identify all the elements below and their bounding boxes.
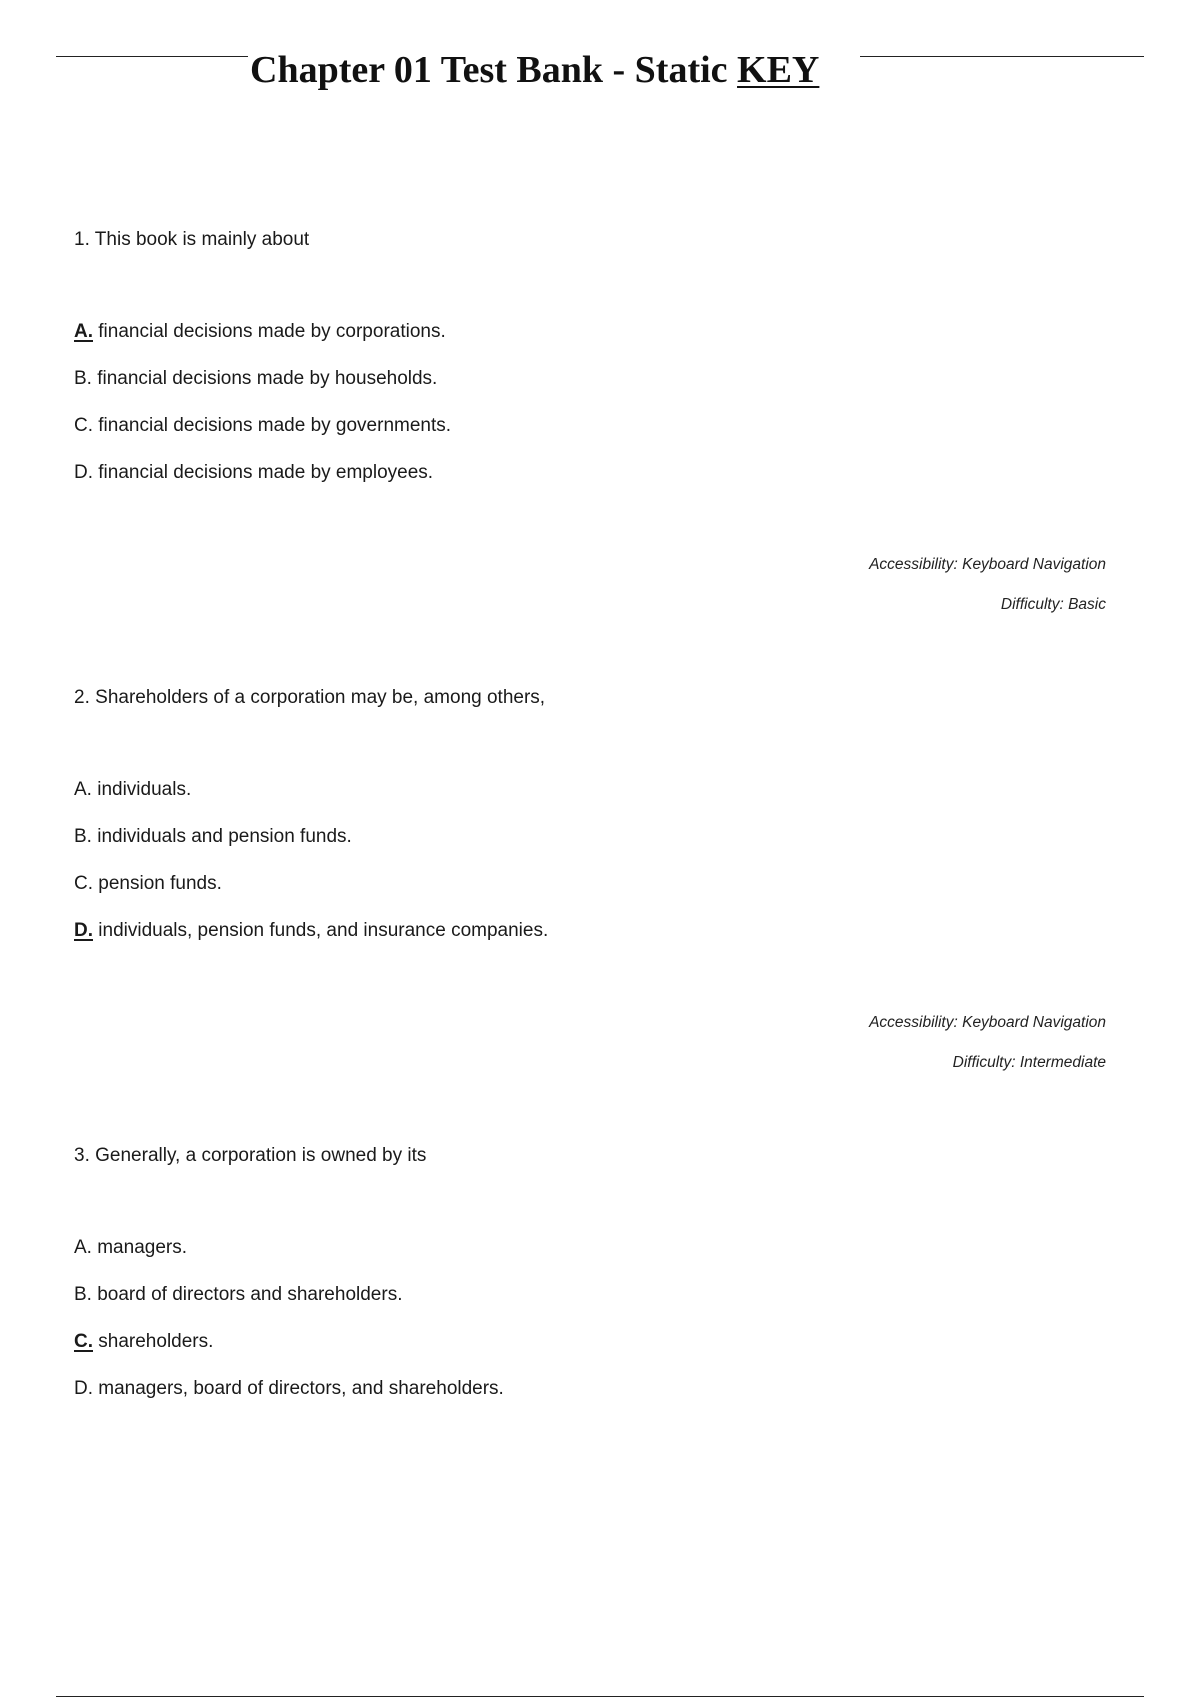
difficulty-note: Difficulty: Intermediate <box>952 1054 1106 1071</box>
answer-option-a <box>74 777 1106 824</box>
page-title <box>250 46 860 94</box>
answer-options <box>74 777 1106 965</box>
option-text: financial decisions made by households. <box>97 368 438 389</box>
answer-option-c <box>74 1329 1106 1376</box>
answer-option-b <box>74 366 1106 413</box>
question-number: 1. <box>74 229 90 250</box>
answer-option-d <box>74 460 1106 507</box>
option-letter: A. <box>74 779 92 800</box>
question-3 <box>74 1143 1106 1423</box>
answer-option-d <box>74 1376 1106 1423</box>
page-header <box>56 40 1144 110</box>
accessibility-note: Accessibility: Keyboard Navigation <box>869 1014 1106 1031</box>
question-stem <box>74 227 1106 253</box>
answer-option-c <box>74 413 1106 460</box>
option-letter: C. <box>74 1331 93 1352</box>
question-2 <box>74 685 1106 1071</box>
option-letter: B. <box>74 1284 92 1305</box>
answer-option-a <box>74 319 1106 366</box>
question-text: This book is mainly about <box>94 229 310 250</box>
option-letter: D. <box>74 1378 93 1399</box>
question-1 <box>74 227 1106 613</box>
option-letter: C. <box>74 873 93 894</box>
option-text: shareholders. <box>98 1331 214 1352</box>
option-text: managers. <box>97 1237 188 1258</box>
question-number: 3. <box>74 1145 90 1166</box>
option-letter: D. <box>74 920 93 941</box>
question-stem <box>74 1143 1106 1169</box>
title-rule-left <box>56 56 248 57</box>
question-number: 2. <box>74 687 90 708</box>
option-letter: C. <box>74 415 93 436</box>
title-rule-right <box>860 56 1144 57</box>
page-title-key: KEY <box>737 49 820 91</box>
answer-options <box>74 319 1106 507</box>
answer-option-b <box>74 824 1106 871</box>
option-letter: B. <box>74 826 92 847</box>
option-text: financial decisions made by employees. <box>98 462 434 483</box>
option-text: managers, board of directors, and shareholders. <box>98 1378 504 1399</box>
option-text: individuals, pension funds, and insurance companies. <box>98 920 549 941</box>
question-text: Shareholders of a corporation may be, among others, <box>95 687 546 708</box>
page-title-main: Chapter 01 Test Bank - Static <box>250 49 738 91</box>
answer-option-b <box>74 1282 1106 1329</box>
difficulty-note: Difficulty: Basic <box>1000 596 1106 613</box>
option-text: board of directors and shareholders. <box>97 1284 403 1305</box>
option-text: pension funds. <box>98 873 222 894</box>
option-text: individuals. <box>97 779 192 800</box>
answer-option-c <box>74 871 1106 918</box>
accessibility-note: Accessibility: Keyboard Navigation <box>869 556 1106 573</box>
option-letter: A. <box>74 321 93 342</box>
option-text: individuals and pension funds. <box>97 826 352 847</box>
page-bottom-rule <box>56 1696 1144 1697</box>
answer-option-d <box>74 918 1106 965</box>
answer-option-a <box>74 1235 1106 1282</box>
question-text: Generally, a corporation is owned by its <box>95 1145 427 1166</box>
option-letter: B. <box>74 368 92 389</box>
option-text: financial decisions made by corporations. <box>98 321 446 342</box>
option-letter: D. <box>74 462 93 483</box>
option-letter: A. <box>74 1237 92 1258</box>
question-stem <box>74 685 1106 711</box>
answer-options <box>74 1235 1106 1423</box>
option-text: financial decisions made by governments. <box>98 415 452 436</box>
